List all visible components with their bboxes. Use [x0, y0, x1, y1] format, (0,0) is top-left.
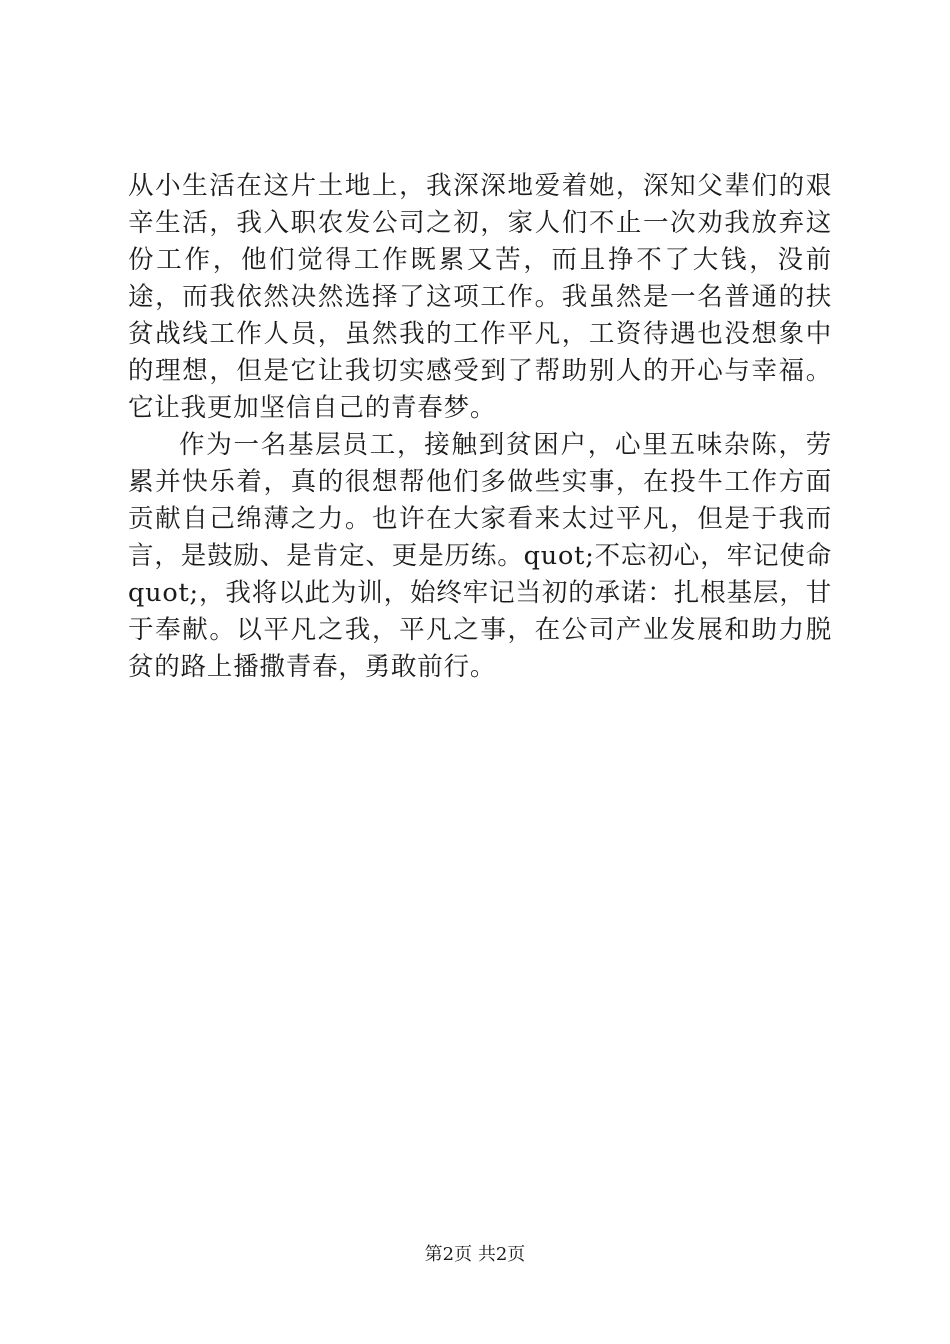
- document-body: [128, 168, 832, 686]
- paragraph-2: 作为一名基层员工，接触到贫困户，心里五味杂陈，劳累并快乐着，真的很想帮他们多做些实事，在投牛工作方面贡献自己绵薄之力。也许在大家看来太过平凡，但是于我而言，是鼓励、是肯定、更是历练。quot;不忘初心，牢记使命quot;，我将以此为训，始终牢记当初的承诺：扎根基层，甘于奉献。以平凡之我，平凡之事，在公司产业发展和助力脱贫的路上播撒青春，勇敢前行。: [128, 430, 832, 682]
- page-number-footer: 第2页 共2页: [424, 1244, 526, 1265]
- paragraph-1: 从小生活在这片土地上，我深深地爱着她，深知父辈们的艰辛生活，我入职农发公司之初，家人们不止一次劝我放弃这份工作，他们觉得工作既累又苦，而且挣不了大钱，没前途，而我依然决然选择了这项工作。我虽然是一名普通的扶贫战线工作人员，虽然我的工作平凡，工资待遇也没想象中的理想，但是它让我切实感受到了帮助别人的开心与幸福。它让我更加坚信自己的青春梦。: [128, 171, 832, 423]
